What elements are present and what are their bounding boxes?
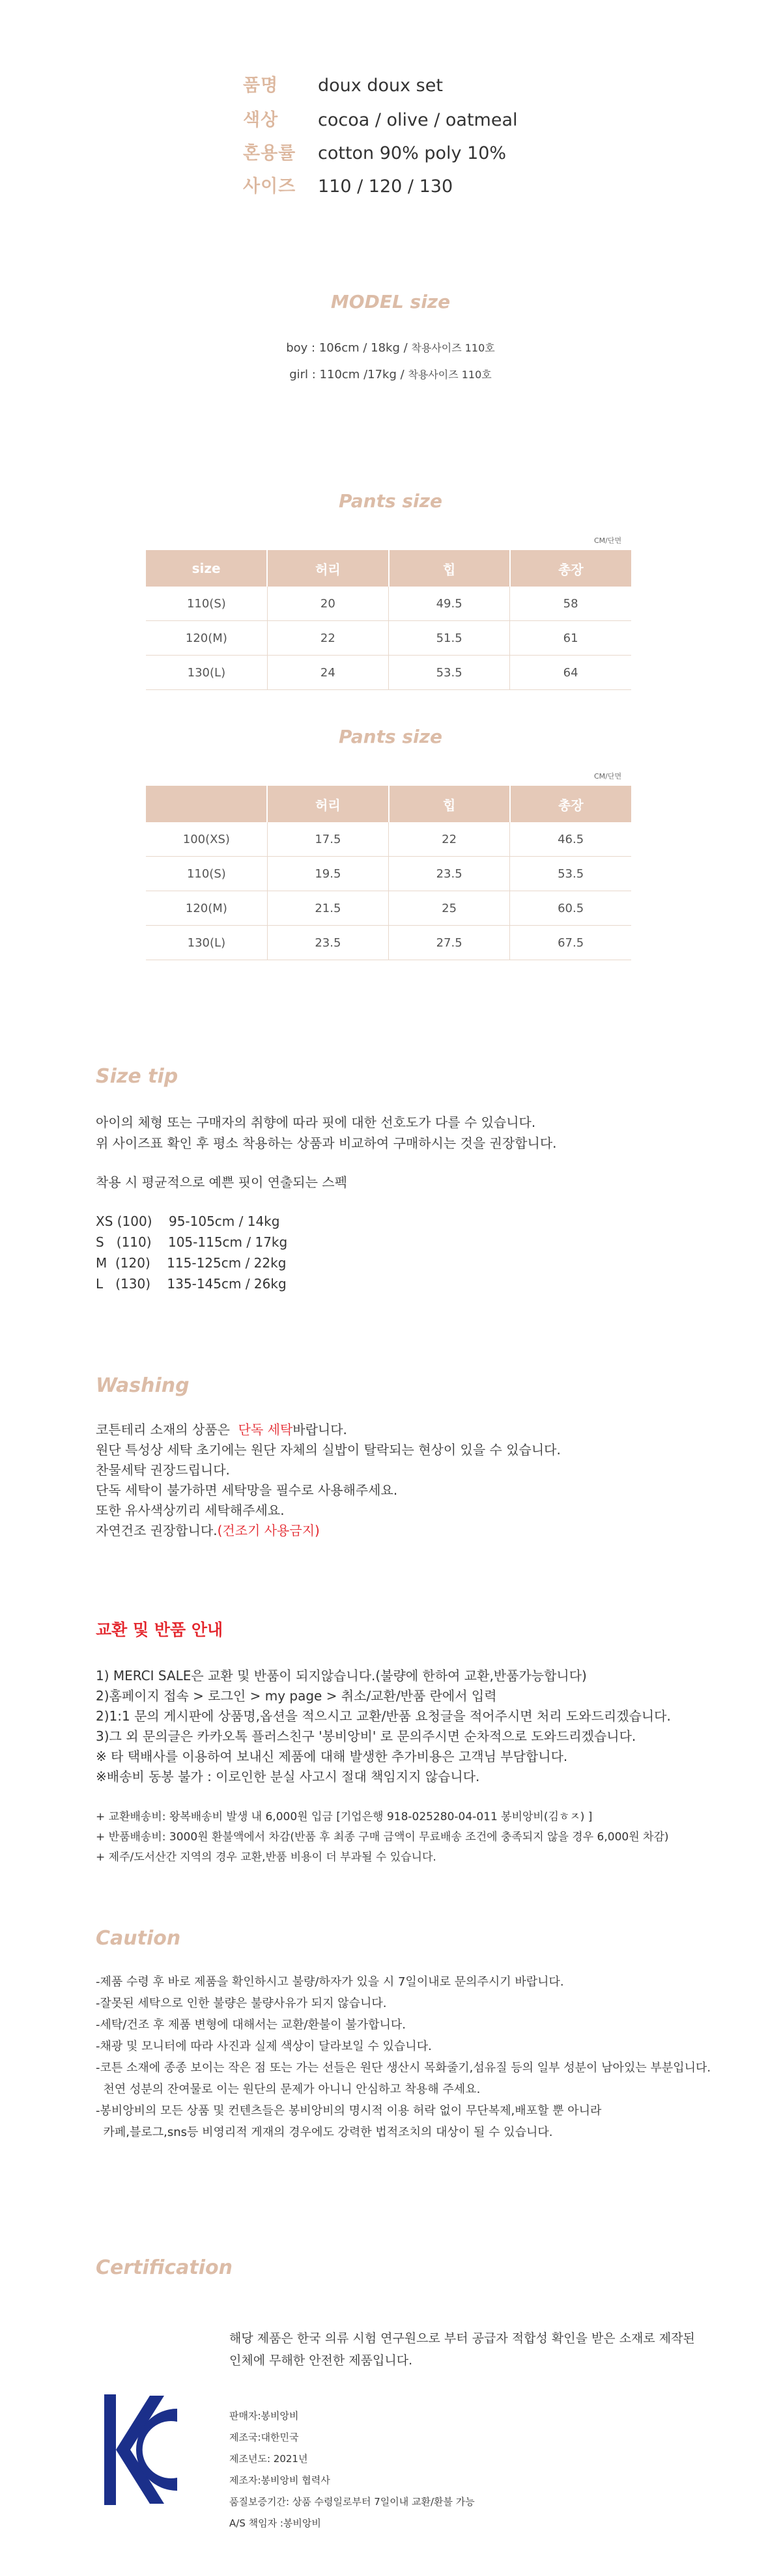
spec-label: 사이즈 — [243, 176, 296, 197]
table-cell: 100(XS) — [146, 822, 267, 857]
table-header-row — [146, 786, 631, 822]
table-cell: 20 — [267, 587, 388, 621]
table-cell: 53.5 — [389, 656, 510, 690]
table-cell: 46.5 — [510, 822, 631, 857]
exchange-note: + 교환배송비: 왕복배송비 발생 내 6,000원 입금 [기업은행 918-025280-04-011 봉비앙비(김ㅎㅈ) ] — [96, 1810, 593, 1823]
cert-description: 인체에 무해한 안전한 제품입니다. — [229, 2353, 413, 2368]
size-spec-line: S (110) 105-115cm / 17kg — [96, 1234, 288, 1250]
table-cell: 64 — [510, 656, 631, 690]
col-header-hip: 힙 — [389, 786, 510, 822]
exchange-line: 2)홈페이지 접속 > 로그인 > my page > 취소/교환/반품 란에서 입력 — [96, 1688, 497, 1704]
washing-highlight: (건조기 사용금지) — [217, 1523, 320, 1538]
exchange-line: 3)그 외 문의글은 카카오톡 플러스친구 '봉비앙비' 로 문의주시면 순차적으로 도와드리겠습니다. — [96, 1728, 636, 1744]
caution-line: 카페,블로그,sns등 비영리적 게재의 경우에도 강력한 법적조치의 대상이 될 수 있습니다. — [96, 2126, 553, 2139]
table-cell: 22 — [267, 621, 388, 656]
cert-detail: 품질보증기간: 상품 수령일로부터 7일이내 교환/환불 가능 — [229, 2496, 475, 2508]
table-row — [146, 587, 631, 621]
table-cell: 19.5 — [267, 857, 388, 891]
table-cell: 53.5 — [510, 857, 631, 891]
washing-text: 자연건조 권장합니다. — [96, 1523, 218, 1538]
col-header-waist: 허리 — [267, 550, 388, 587]
model-boy-size: 착용사이즈 110호 — [411, 342, 495, 354]
cert-description: 해당 제품은 한국 의류 시험 연구원으로 부터 공급자 적합성 확인을 받은 소재로 제작된 — [229, 2331, 695, 2346]
size-tip-title: Size tip — [96, 1065, 178, 1088]
table-cell: 61 — [510, 621, 631, 656]
model-girl-line — [0, 367, 781, 381]
table-cell: 130(L) — [146, 926, 267, 960]
washing-line: 또한 유사색상끼리 세탁해주세요. — [96, 1503, 285, 1518]
table-cell: 21.5 — [267, 891, 388, 926]
model-size-title: MODEL size — [330, 291, 451, 312]
spec-value: cotton 90% poly 10% — [318, 143, 507, 163]
pants-size-table-1 — [146, 550, 631, 690]
table-cell: 23.5 — [267, 926, 388, 960]
size-tip-line: 착용 시 평균적으로 예쁜 핏이 연출되는 스펙 — [96, 1174, 347, 1190]
table-cell: 27.5 — [389, 926, 510, 960]
table-cell: 51.5 — [389, 621, 510, 656]
exchange-line: ※ 타 택배사를 이용하여 보내신 제품에 대해 발생한 추가비용은 고객님 부담합니다. — [96, 1749, 568, 1764]
model-boy-measure: boy : 106cm / 18kg / — [286, 341, 412, 355]
col-header-hip: 힙 — [389, 550, 510, 587]
table-header-row — [146, 550, 631, 587]
spec-value: 110 / 120 / 130 — [318, 176, 453, 197]
table-row — [146, 656, 631, 690]
col-header-length: 총장 — [510, 550, 631, 587]
spec-value: cocoa / olive / oatmeal — [318, 110, 518, 130]
col-header-size — [146, 786, 267, 822]
caution-line: 천연 성분의 잔여물로 이는 원단의 문제가 아니니 안심하고 착용해 주세요. — [96, 2083, 481, 2096]
caution-line: -제품 수령 후 바로 제품을 확인하시고 불량/하자가 있을 시 7일이내로 문의주시기 바랍니다. — [96, 1975, 564, 1989]
size-spec-line: L (130) 135-145cm / 26kg — [96, 1276, 287, 1292]
caution-line: -채광 및 모니터에 따라 사진과 실제 색상이 달라보일 수 있습니다. — [96, 2040, 432, 2053]
washing-line: 원단 특성상 세탁 초기에는 원단 자체의 실밥이 탈락되는 현상이 있을 수 있습니다. — [96, 1442, 561, 1458]
caution-line: -잘못된 세탁으로 인한 불량은 불량사유가 되지 않습니다. — [96, 1997, 387, 2010]
table-row — [146, 822, 631, 857]
table-cell: 67.5 — [510, 926, 631, 960]
model-girl-size: 착용사이즈 110호 — [408, 368, 492, 381]
washing-title: Washing — [96, 1374, 190, 1397]
cert-detail: A/S 책임자 :봉비앙비 — [229, 2517, 321, 2529]
unit-label-2: CM/단면 — [594, 772, 622, 781]
cert-detail: 판매자:봉비앙비 — [229, 2410, 299, 2422]
caution-line: -세탁/건조 후 제품 변형에 대해서는 교환/환불이 불가합니다. — [96, 2018, 406, 2032]
table-row — [146, 891, 631, 926]
washing-line: 단독 세탁이 불가하면 세탁망을 필수로 사용해주세요. — [96, 1482, 398, 1498]
table-cell: 23.5 — [389, 857, 510, 891]
table-cell: 22 — [389, 822, 510, 857]
table-cell: 25 — [389, 891, 510, 926]
table-row — [146, 621, 631, 656]
col-header-waist: 허리 — [267, 786, 388, 822]
caution-title: Caution — [96, 1927, 181, 1950]
certification-title: Certification — [96, 2256, 233, 2279]
cert-detail: 제조년도: 2021년 — [229, 2453, 308, 2465]
washing-text: 바랍니다. — [292, 1422, 347, 1437]
cert-detail: 제조자:봉비앙비 협력사 — [229, 2474, 330, 2486]
spec-label: 품명 — [243, 76, 279, 96]
washing-text: 코튼테리 소재의 상품은 — [96, 1422, 238, 1437]
pants-size-title-1: Pants size — [339, 490, 442, 512]
pants-size-table-2 — [146, 786, 631, 960]
col-header-size: size — [146, 550, 267, 587]
exchange-title: 교환 및 반품 안내 — [96, 1620, 223, 1639]
size-tip-line: 위 사이즈표 확인 후 평소 착용하는 상품과 비교하여 구매하시는 것을 권장합니다. — [96, 1135, 557, 1151]
spec-label: 색상 — [243, 110, 279, 130]
table-cell: 110(S) — [146, 857, 267, 891]
washing-line — [96, 1419, 347, 1440]
cert-detail: 제조국:대한민국 — [229, 2431, 299, 2443]
model-boy-line — [0, 340, 781, 355]
table-row — [146, 857, 631, 891]
exchange-note: + 반품배송비: 3000원 환불액에서 차감(반품 후 최종 구매 금액이 무료배송 조건에 충족되지 않을 경우 6,000원 차감) — [96, 1831, 669, 1844]
table-cell: 17.5 — [267, 822, 388, 857]
model-girl-measure: girl : 110cm /17kg / — [289, 368, 408, 381]
table-cell: 110(S) — [146, 587, 267, 621]
table-cell: 120(M) — [146, 621, 267, 656]
size-spec-line: M (120) 115-125cm / 22kg — [96, 1255, 287, 1271]
caution-line: -코튼 소재에 종종 보이는 작은 점 또는 가는 선들은 원단 생산시 목화줄기,섬유질 등의 일부 성분이 남아있는 부분입니다. — [96, 2061, 711, 2075]
col-header-length: 총장 — [510, 786, 631, 822]
table-cell: 60.5 — [510, 891, 631, 926]
table-cell: 58 — [510, 587, 631, 621]
exchange-line: 1) MERCI SALE은 교환 및 반품이 되지않습니다.(불량에 한하여 교환,반품가능합니다) — [96, 1668, 587, 1683]
table-row — [146, 926, 631, 960]
caution-line: -봉비앙비의 모든 상품 및 컨텐츠들은 봉비앙비의 명시적 이용 허락 없이 무단복제,배포할 뿐 아니라 — [96, 2104, 602, 2118]
table-cell: 130(L) — [146, 656, 267, 690]
kc-mark-icon — [104, 2394, 179, 2505]
kc-mark-svg — [104, 2394, 179, 2505]
table-cell: 24 — [267, 656, 388, 690]
washing-line: 찬물세탁 권장드립니다. — [96, 1462, 230, 1478]
washing-line — [96, 1520, 320, 1541]
size-tip-line: 아이의 체형 또는 구매자의 취향에 따라 핏에 대한 선호도가 다를 수 있습니다. — [96, 1115, 536, 1130]
exchange-line: 2)1:1 문의 게시판에 상품명,옵션을 적으시고 교환/반품 요청글을 적어주시면 처리 도와드리겠습니다. — [96, 1708, 671, 1724]
washing-highlight: 단독 세탁 — [238, 1422, 293, 1437]
exchange-line: ※배송비 동봉 불가 : 이로인한 분실 사고시 절대 책임지지 않습니다. — [96, 1769, 480, 1784]
pants-size-title-2: Pants size — [339, 726, 442, 747]
unit-label-1: CM/단면 — [594, 536, 622, 545]
size-spec-line: XS (100) 95-105cm / 14kg — [96, 1213, 280, 1229]
spec-label: 혼용률 — [243, 143, 296, 163]
table-cell: 49.5 — [389, 587, 510, 621]
exchange-note: + 제주/도서산간 지역의 경우 교환,반품 비용이 더 부과될 수 있습니다. — [96, 1851, 436, 1864]
table-cell: 120(M) — [146, 891, 267, 926]
spec-value: doux doux set — [318, 76, 443, 96]
